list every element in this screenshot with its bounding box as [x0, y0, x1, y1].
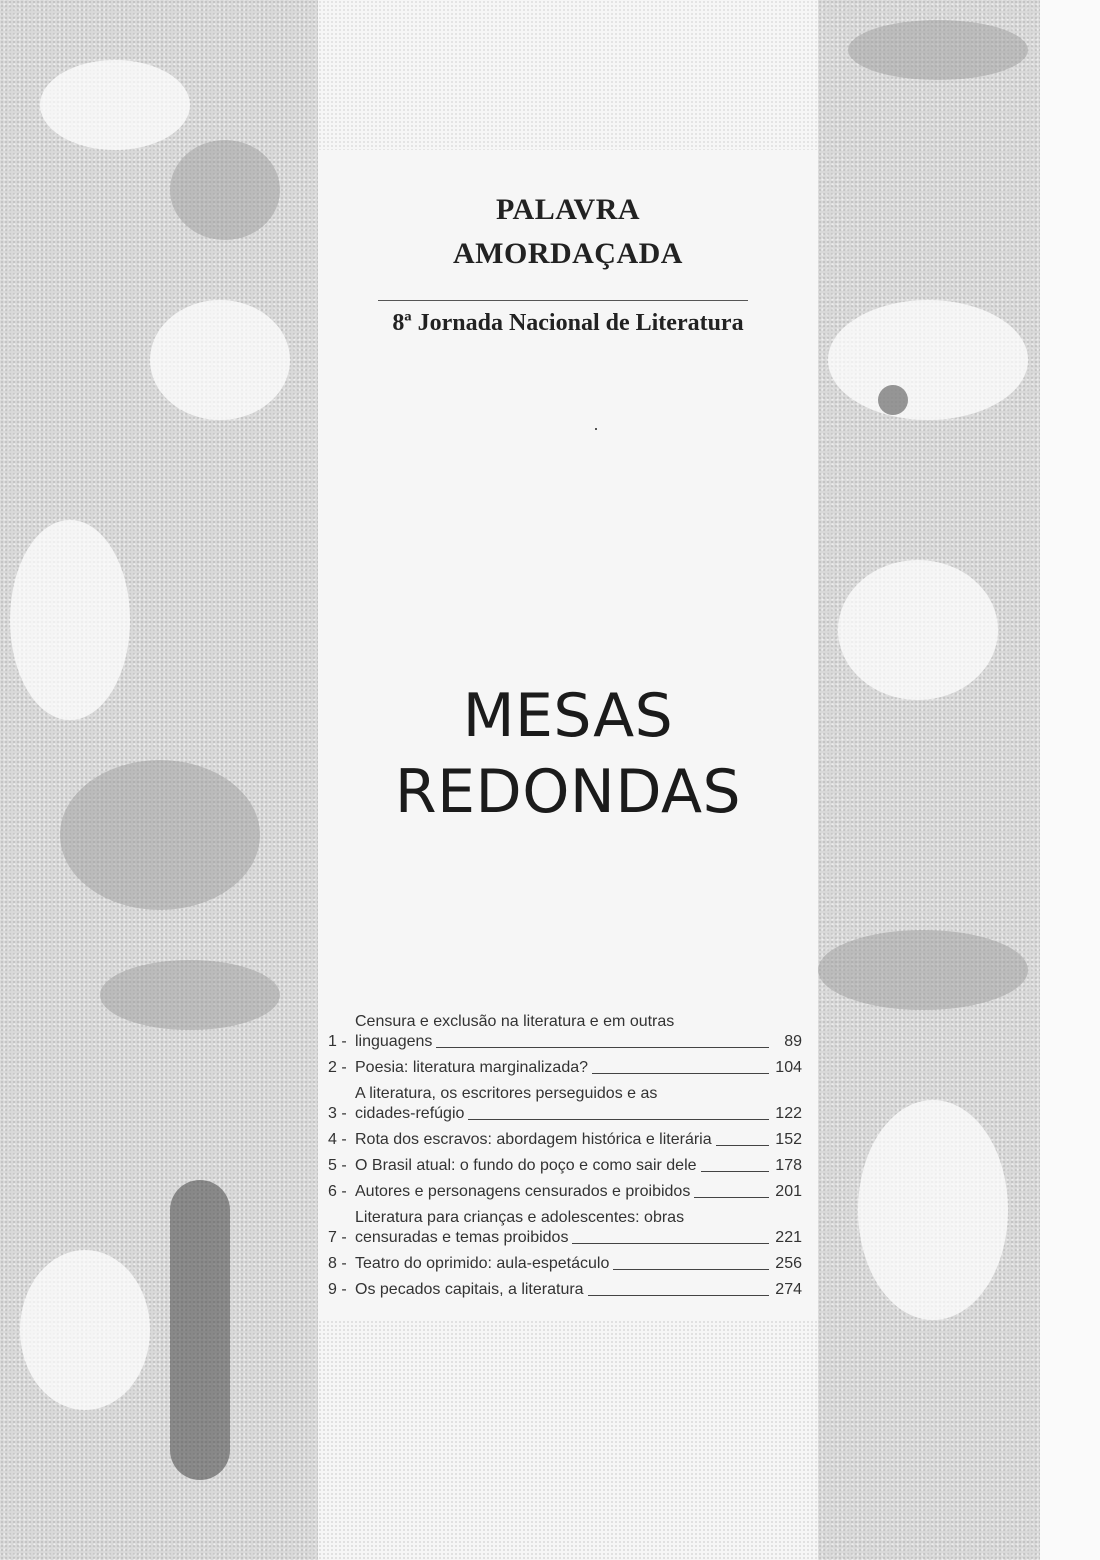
left-background-panel — [0, 0, 318, 1560]
toc-number: 4 - — [328, 1131, 347, 1148]
title-divider — [378, 300, 748, 301]
book-title-line2: AMORDAÇADA — [453, 237, 683, 270]
toc-page: 122 — [775, 1105, 802, 1122]
section-title — [318, 678, 818, 830]
toc-title: Teatro do oprimido: aula-espetáculo — [355, 1255, 610, 1272]
toc-number: 8 - — [328, 1255, 347, 1272]
toc-page: 274 — [775, 1281, 802, 1298]
toc-page: 256 — [775, 1255, 802, 1272]
toc-number: 5 - — [328, 1157, 347, 1174]
toc-number: 9 - — [328, 1281, 347, 1298]
toc-entry-1 — [328, 1012, 808, 1052]
toc-page: 152 — [775, 1131, 802, 1148]
book-title-line1: PALAVRA — [495, 193, 641, 226]
toc-leader — [613, 1269, 769, 1270]
toc-title: Literatura para crianças e adolescentes: obras — [355, 1209, 685, 1226]
right-background-panel — [818, 0, 1040, 1560]
toc-title: Poesia: literatura marginalizada? — [355, 1059, 589, 1076]
toc-leader — [588, 1295, 769, 1296]
toc-number: 1 - — [328, 1033, 347, 1050]
toc-title: O Brasil atual: o fundo do poço e como sair dele — [355, 1157, 697, 1174]
toc-entry-6 — [328, 1182, 808, 1202]
toc-page: 89 — [784, 1033, 802, 1050]
toc-number: 3 - — [328, 1105, 347, 1122]
toc-leader — [436, 1047, 769, 1048]
toc-entry-9 — [328, 1280, 808, 1300]
section-title-line2: REDONDAS — [394, 757, 742, 827]
table-of-contents — [328, 1012, 808, 1306]
toc-leader — [694, 1197, 769, 1198]
toc-number: 6 - — [328, 1183, 347, 1200]
toc-entry-4 — [328, 1130, 808, 1150]
toc-entry-5 — [328, 1156, 808, 1176]
toc-number: 2 - — [328, 1059, 347, 1076]
toc-title: Os pecados capitais, a literatura — [355, 1281, 584, 1298]
toc-leader — [592, 1073, 769, 1074]
speck — [595, 428, 597, 430]
section-title-line1: MESAS — [462, 681, 674, 751]
toc-title: Censura e exclusão na literatura e em outras — [355, 1013, 675, 1030]
toc-leader — [468, 1119, 769, 1120]
toc-entry-2 — [328, 1058, 808, 1078]
toc-leader — [572, 1243, 769, 1244]
toc-number: 7 - — [328, 1229, 347, 1246]
toc-leader — [701, 1171, 769, 1172]
toc-entry-7 — [328, 1208, 808, 1248]
toc-leader — [716, 1145, 769, 1146]
toc-title: A literatura, os escritores perseguidos e as — [355, 1085, 658, 1102]
book-title — [318, 188, 818, 276]
toc-page: 201 — [775, 1183, 802, 1200]
toc-entry-3 — [328, 1084, 808, 1124]
bottom-texture — [318, 1320, 818, 1560]
toc-entry-8 — [328, 1254, 808, 1274]
toc-title-cont: linguagens — [355, 1033, 433, 1050]
toc-title-cont: cidades-refúgio — [355, 1105, 465, 1122]
toc-page: 221 — [775, 1229, 802, 1246]
toc-page: 178 — [775, 1157, 802, 1174]
top-texture — [318, 0, 818, 150]
toc-page: 104 — [775, 1059, 802, 1076]
toc-title: Rota dos escravos: abordagem histórica e literária — [355, 1131, 712, 1148]
toc-title-cont: censuradas e temas proibidos — [355, 1229, 569, 1246]
toc-title: Autores e personagens censurados e proibidos — [355, 1183, 691, 1200]
subtitle: 8ª Jornada Nacional de Literatura — [392, 310, 744, 336]
